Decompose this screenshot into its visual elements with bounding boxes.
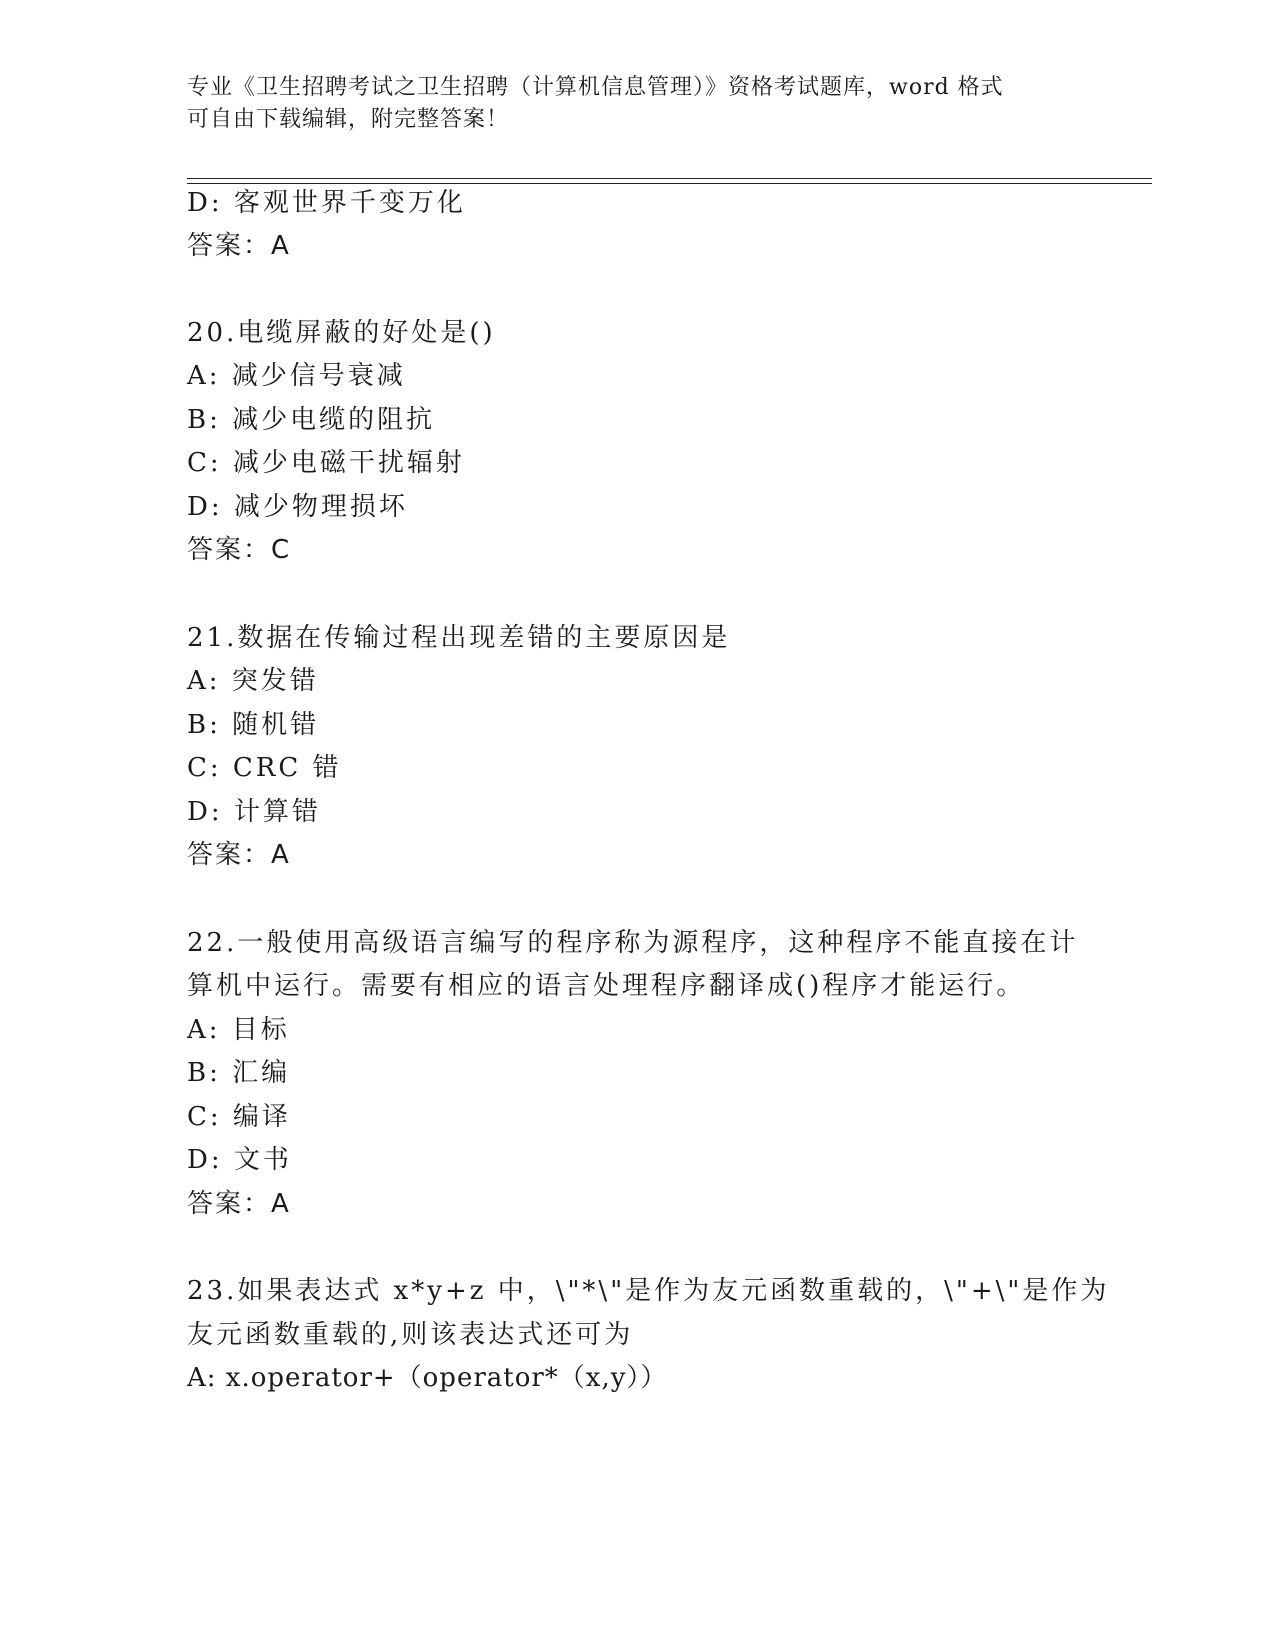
q22-option-a: A: 目标 xyxy=(187,1015,290,1045)
q21-option-c: C: CRC 错 xyxy=(187,753,342,783)
q21-answer: 答案：A xyxy=(187,840,291,870)
q23-option-a: A: x.operator+（operator*（x,y）） xyxy=(187,1363,668,1393)
q20-answer: 答案：C xyxy=(187,535,292,565)
q22-option-d: D: 文书 xyxy=(187,1145,292,1175)
q21-stem: 21.数据在传输过程出现差错的主要原因是 xyxy=(187,623,731,653)
q22-option-b: B: 汇编 xyxy=(187,1058,291,1088)
q20-stem: 20.电缆屏蔽的好处是() xyxy=(187,318,496,348)
document-header xyxy=(187,72,1087,136)
header-line-2: 可自由下载编辑，附完整答案！ xyxy=(187,107,510,132)
prev-answer: 答案：A xyxy=(187,231,291,261)
q22-stem-line-2: 算机中运行。需要有相应的语言处理程序翻译成()程序才能运行。 xyxy=(187,971,1026,1001)
header-divider-top xyxy=(187,178,1152,179)
q22-answer: 答案：A xyxy=(187,1189,291,1219)
q20-option-a: A: 减少信号衰减 xyxy=(187,361,406,391)
q22-option-c: C: 编译 xyxy=(187,1102,291,1132)
q22-stem-line-1: 22.一般使用高级语言编写的程序称为源程序，这种程序不能直接在计 xyxy=(187,928,1079,958)
q23-stem-line-1: 23.如果表达式 x*y+z 中，\"*\"是作为友元函数重载的，\"+\"是作为 xyxy=(187,1276,1110,1306)
prev-option-d: D: 客观世界千变万化 xyxy=(187,188,466,218)
q20-option-b: B: 减少电缆的阻抗 xyxy=(187,405,436,435)
q21-option-d: D: 计算错 xyxy=(187,797,321,827)
q20-option-c: C: 减少电磁干扰辐射 xyxy=(187,448,465,478)
q20-option-d: D: 减少物理损坏 xyxy=(187,492,408,522)
header-line-1: 专业《卫生招聘考试之卫生招聘（计算机信息管理）》资格考试题库，word 格式 xyxy=(187,75,1004,100)
q23-stem-line-2: 友元函数重载的,则该表达式还可为 xyxy=(187,1320,634,1350)
q21-option-b: B: 随机错 xyxy=(187,710,320,740)
q21-option-a: A: 突发错 xyxy=(187,666,319,696)
header-divider-bottom xyxy=(187,183,1152,184)
